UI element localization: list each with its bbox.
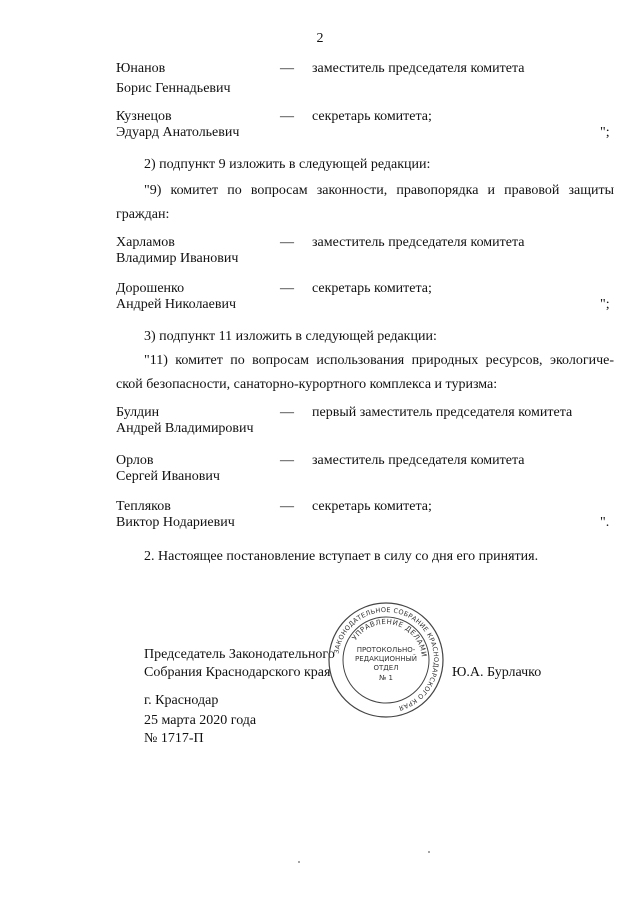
member-surname: Дорошенко xyxy=(116,281,185,296)
dash-separator: — xyxy=(280,235,294,250)
scan-speck xyxy=(298,861,300,863)
member-surname: Орлов xyxy=(116,453,154,468)
seal-center-line-3: ОТДЕЛ xyxy=(373,664,399,672)
member-role: заместитель председателя комитета xyxy=(312,453,525,468)
issue-city: г. Краснодар xyxy=(144,693,219,708)
member-role: заместитель председателя комитета xyxy=(312,235,525,250)
member-role: заместитель председателя комитета xyxy=(312,61,525,76)
committee-11-line-1: "11) комитет по вопросам использования природных ресурсов, экологиче- xyxy=(144,353,614,368)
closing-quote: "; xyxy=(600,125,610,140)
dash-separator: — xyxy=(280,499,294,514)
closing-quote: "; xyxy=(600,297,610,312)
member-given-name: Сергей Иванович xyxy=(116,469,220,484)
signatory-title-line-2: Собрания Краснодарского края xyxy=(144,665,331,680)
member-surname: Юнанов xyxy=(116,61,166,76)
member-role: секретарь комитета; xyxy=(312,109,432,124)
item-2-heading: 2) подпункт 9 изложить в следующей редакции: xyxy=(144,157,431,172)
clause-2: 2. Настоящее постановление вступает в силу со дня его принятия. xyxy=(144,549,539,564)
member-role: первый заместитель председателя комитета xyxy=(312,405,573,420)
member-given-name: Андрей Николаевич xyxy=(116,297,236,312)
member-given-name: Борис Геннадьевич xyxy=(116,81,231,96)
signatory-name: Ю.А. Бурлачко xyxy=(452,665,542,680)
member-given-name: Андрей Владимирович xyxy=(116,421,254,436)
member-given-name: Виктор Нодариевич xyxy=(116,515,235,530)
member-surname: Булдин xyxy=(116,405,160,420)
member-surname: Харламов xyxy=(116,235,175,250)
seal-outer-text: ЗАКОНОДАТЕЛЬНОЕ СОБРАНИЕ КРАСНОДАРСКОГО КРАЯ xyxy=(332,605,441,713)
signatory-title-line-1: Председатель Законодательного xyxy=(144,647,335,662)
dash-separator: — xyxy=(280,61,294,76)
member-surname: Тепляков xyxy=(116,499,171,514)
seal-center-line-1: ПРОТОКОЛЬНО- xyxy=(356,646,416,654)
dash-separator: — xyxy=(280,405,294,420)
dash-separator: — xyxy=(280,281,294,296)
committee-11-line-2: ской безопасности, санаторно-курортного комплекса и туризма: xyxy=(116,377,498,392)
seal-center-line-4: № 1 xyxy=(379,674,393,682)
dash-separator: — xyxy=(280,109,294,124)
seal-inner-text: УПРАВЛЕНИЕ ДЕЛАМИ xyxy=(350,617,428,658)
member-surname: Кузнецов xyxy=(116,109,172,124)
member-role: секретарь комитета; xyxy=(312,281,432,296)
dash-separator: — xyxy=(280,453,294,468)
member-role: секретарь комитета; xyxy=(312,499,432,514)
item-3-heading: 3) подпункт 11 изложить в следующей редакции: xyxy=(144,329,437,344)
seal-center-line-2: РЕДАКЦИОННЫЙ xyxy=(355,655,417,663)
page-number: 2 xyxy=(316,31,324,46)
document-number: № 1717-П xyxy=(144,731,204,746)
committee-9-line-1: "9) комитет по вопросам законности, правопорядка и правовой защиты xyxy=(144,183,614,198)
official-seal xyxy=(326,600,446,720)
member-given-name: Владимир Иванович xyxy=(116,251,239,266)
closing-quote: ". xyxy=(600,515,610,530)
committee-9-line-2: граждан: xyxy=(116,207,170,222)
member-given-name: Эдуард Анатольевич xyxy=(116,125,240,140)
scan-speck xyxy=(428,851,430,853)
issue-date: 25 марта 2020 года xyxy=(144,713,257,728)
